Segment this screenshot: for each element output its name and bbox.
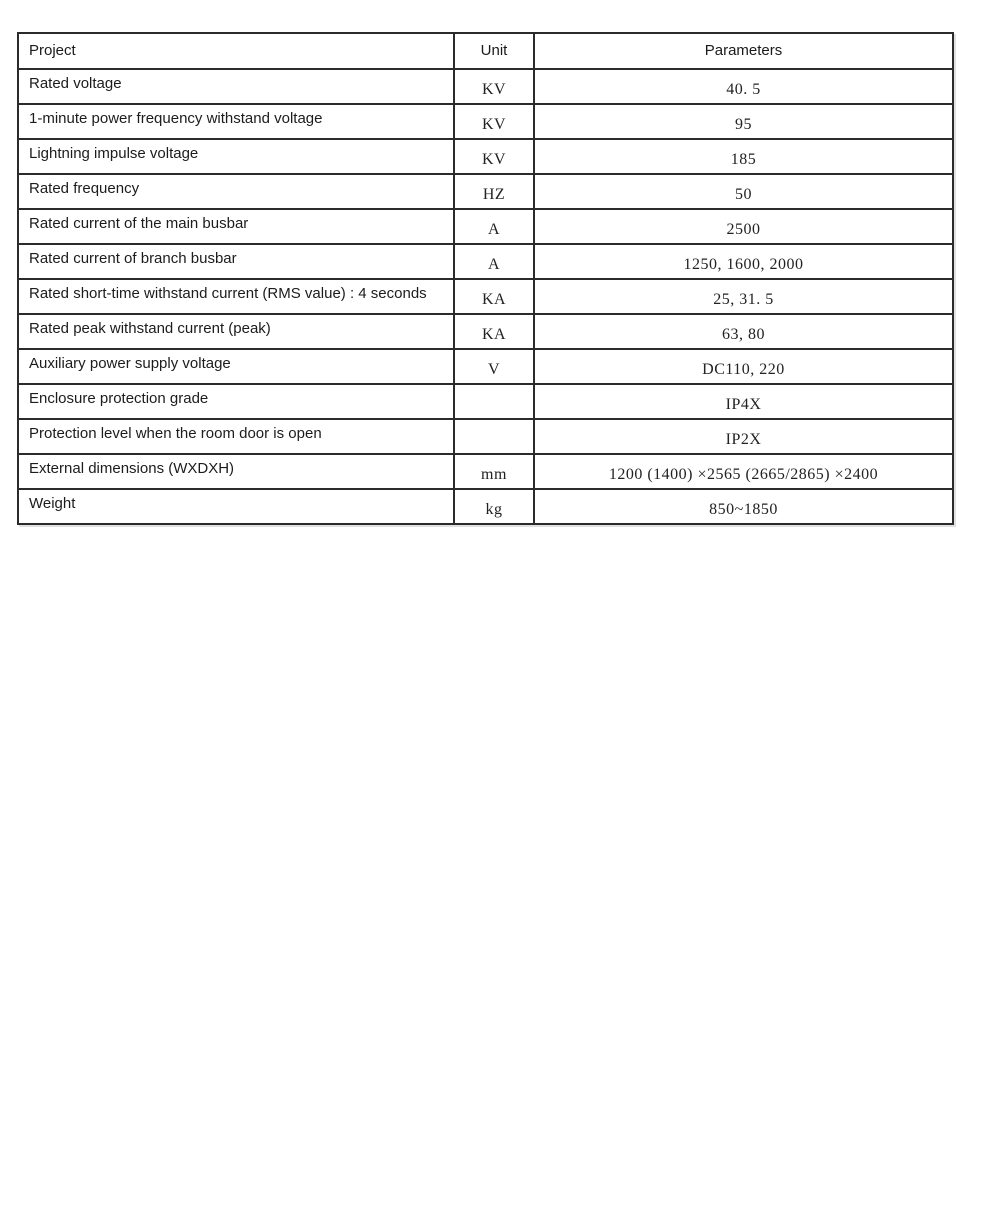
- project-cell: External dimensions (WXDXH): [18, 454, 454, 489]
- project-cell: Rated current of the main busbar: [18, 209, 454, 244]
- parameter-cell: 50: [534, 174, 953, 209]
- unit-cell: KV: [454, 69, 534, 104]
- table-header-row: [18, 33, 953, 69]
- parameter-cell: 95: [534, 104, 953, 139]
- table-row: [18, 209, 953, 244]
- unit-cell: KA: [454, 279, 534, 314]
- project-cell: Protection level when the room door is open: [18, 419, 454, 454]
- unit-cell: kg: [454, 489, 534, 524]
- unit-cell: mm: [454, 454, 534, 489]
- table-row: [18, 419, 953, 454]
- table-row: [18, 314, 953, 349]
- project-cell: Rated short-time withstand current (RMS value) : 4 seconds: [18, 279, 454, 314]
- parameter-cell: 40. 5: [534, 69, 953, 104]
- table-row: [18, 454, 953, 489]
- table-row: [18, 104, 953, 139]
- table-row: [18, 244, 953, 279]
- project-cell: Rated frequency: [18, 174, 454, 209]
- project-cell: Lightning impulse voltage: [18, 139, 454, 174]
- project-cell: Rated current of branch busbar: [18, 244, 454, 279]
- project-cell: Rated peak withstand current (peak): [18, 314, 454, 349]
- unit-cell: KV: [454, 139, 534, 174]
- parameter-cell: 2500: [534, 209, 953, 244]
- unit-cell: HZ: [454, 174, 534, 209]
- parameter-cell: 850~1850: [534, 489, 953, 524]
- header-unit: Unit: [454, 33, 534, 69]
- project-cell: Rated voltage: [18, 69, 454, 104]
- unit-cell: [454, 384, 534, 419]
- parameter-cell: 185: [534, 139, 953, 174]
- parameter-cell: 63, 80: [534, 314, 953, 349]
- header-project: Project: [18, 33, 454, 69]
- unit-cell: A: [454, 209, 534, 244]
- project-cell: Weight: [18, 489, 454, 524]
- unit-cell: V: [454, 349, 534, 384]
- table-row: [18, 69, 953, 104]
- unit-cell: KV: [454, 104, 534, 139]
- unit-cell: KA: [454, 314, 534, 349]
- parameter-cell: 1250, 1600, 2000: [534, 244, 953, 279]
- header-parameters: Parameters: [534, 33, 953, 69]
- parameter-cell: IP4X: [534, 384, 953, 419]
- table-row: [18, 349, 953, 384]
- spec-table: [17, 32, 954, 525]
- table-row: [18, 384, 953, 419]
- table-row: [18, 279, 953, 314]
- parameter-cell: DC110, 220: [534, 349, 953, 384]
- parameter-cell: 25, 31. 5: [534, 279, 953, 314]
- parameter-cell: IP2X: [534, 419, 953, 454]
- table-row: [18, 139, 953, 174]
- unit-cell: A: [454, 244, 534, 279]
- unit-cell: [454, 419, 534, 454]
- project-cell: Enclosure protection grade: [18, 384, 454, 419]
- table-row: [18, 489, 953, 524]
- spec-table-container: [17, 32, 952, 525]
- table-row: [18, 174, 953, 209]
- project-cell: Auxiliary power supply voltage: [18, 349, 454, 384]
- parameter-cell: 1200 (1400) ×2565 (2665/2865) ×2400: [534, 454, 953, 489]
- project-cell: 1-minute power frequency withstand voltage: [18, 104, 454, 139]
